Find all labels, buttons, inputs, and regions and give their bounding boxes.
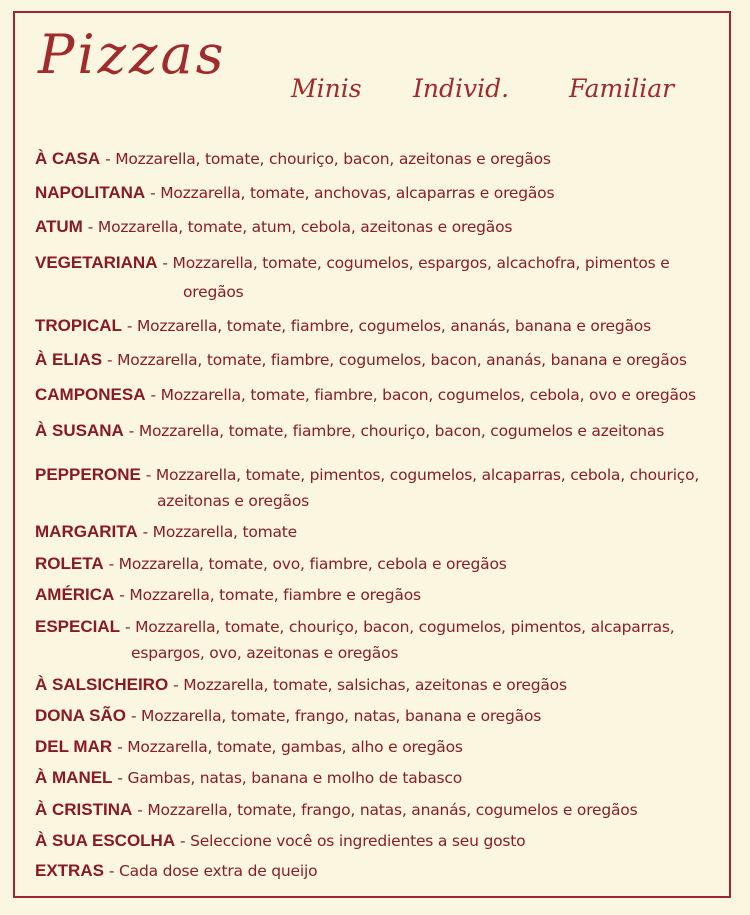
menu-item-a-sua-escolha (35, 828, 525, 854)
menu-item-tropical (35, 313, 651, 339)
item-desc: - Mozzarella, tomate, fiambre e oregãos (119, 586, 421, 604)
item-desc: - Mozzarella, tomate, anchovas, alcaparras e oregãos (150, 184, 555, 202)
menu-item-a-susana (35, 418, 664, 444)
menu-item-pepperone (35, 462, 699, 488)
item-desc: - Mozzarella, tomate, cogumelos, espargos, alcachofra, pimentos e (162, 254, 670, 272)
menu-title: Pizzas (38, 23, 227, 86)
item-name: À CRISTINA (35, 800, 133, 819)
size-familiar-heading: Familiar (569, 74, 675, 103)
item-name: PEPPERONE (35, 465, 141, 484)
item-name: NAPOLITANA (35, 183, 146, 202)
item-desc-continuation: azeitonas e oregãos (157, 492, 309, 510)
item-name: À SUSANA (35, 421, 124, 440)
item-name: DEL MAR (35, 737, 113, 756)
menu-item-vegetariana (35, 250, 670, 276)
menu-item-roleta (35, 551, 507, 577)
item-desc: - Mozzarella, tomate, frango, natas, banana e oregãos (130, 707, 542, 725)
menu-item-atum (35, 214, 512, 240)
item-name: MARGARITA (35, 522, 138, 541)
item-name: À ELIAS (35, 350, 103, 369)
menu-item-a-salsicheiro (35, 672, 567, 698)
item-name: À MANEL (35, 768, 113, 787)
menu-item-especial (35, 614, 675, 640)
item-desc: - Seleccione você os ingredientes a seu gosto (180, 832, 526, 850)
menu-item-del-mar (35, 734, 463, 760)
menu-item-a-casa (35, 146, 551, 172)
menu-item-dona-sao (35, 703, 541, 729)
item-desc: - Mozzarella, tomate, ovo, fiambre, cebola e oregãos (108, 555, 507, 573)
item-desc: - Mozzarella, tomate, gambas, alho e oregãos (117, 738, 463, 756)
item-name: À SALSICHEIRO (35, 675, 169, 694)
menu-item-margarita (35, 519, 297, 545)
item-desc: - Cada dose extra de queijo (108, 862, 318, 880)
item-desc: - Mozzarella, tomate, pimentos, cogumelos, alcaparras, cebola, chouriço, (145, 466, 700, 484)
item-name: VEGETARIANA (35, 253, 158, 272)
item-name: À CASA (35, 149, 101, 168)
menu-item-a-manel (35, 765, 462, 791)
item-name: ESPECIAL (35, 617, 121, 636)
item-name: À SUA ESCOLHA (35, 831, 176, 850)
item-name: DONA SÃO (35, 706, 126, 725)
item-desc: - Mozzarella, tomate, frango, natas, ananás, cogumelos e oregãos (137, 801, 638, 819)
menu-item-napolitana (35, 180, 554, 206)
menu-item-a-cristina (35, 797, 637, 823)
item-name: EXTRAS (35, 861, 104, 880)
item-desc: - Mozzarella, tomate, chouriço, bacon, cogumelos, pimentos, alcaparras, (124, 618, 675, 636)
item-desc-continuation: oregãos (183, 283, 244, 301)
item-name: ROLETA (35, 554, 104, 573)
item-desc: - Mozzarella, tomate, atum, cebola, azeitonas e oregãos (87, 218, 513, 236)
menu-item-camponesa (35, 382, 696, 408)
item-name: ATUM (35, 217, 83, 236)
item-desc: - Mozzarella, tomate, fiambre, cogumelos, bacon, ananás, banana e oregãos (107, 351, 687, 369)
menu-item-extras (35, 858, 317, 884)
item-desc: - Gambas, natas, banana e molho de tabasco (117, 769, 463, 787)
item-name: AMÉRICA (35, 585, 115, 604)
menu-item-america (35, 582, 421, 608)
menu-item-a-elias (35, 347, 687, 373)
item-desc-continuation: espargos, ovo, azeitonas e oregãos (131, 644, 399, 662)
item-desc: - Mozzarella, tomate, fiambre, chouriço, bacon, cogumelos e azeitonas (128, 422, 665, 440)
item-name: TROPICAL (35, 316, 122, 335)
item-desc: - Mozzarella, tomate, fiambre, bacon, cogumelos, cebola, ovo e oregãos (150, 386, 696, 404)
item-desc: - Mozzarella, tomate, fiambre, cogumelos, ananás, banana e oregãos (126, 317, 651, 335)
item-name: CAMPONESA (35, 385, 146, 404)
size-minis-heading: Minis (291, 74, 362, 103)
item-desc: - Mozzarella, tomate, chouriço, bacon, azeitonas e oregãos (105, 150, 551, 168)
item-desc: - Mozzarella, tomate (142, 523, 298, 541)
item-desc: - Mozzarella, tomate, salsichas, azeitonas e oregãos (173, 676, 567, 694)
size-individual-heading: Individ. (413, 74, 510, 103)
